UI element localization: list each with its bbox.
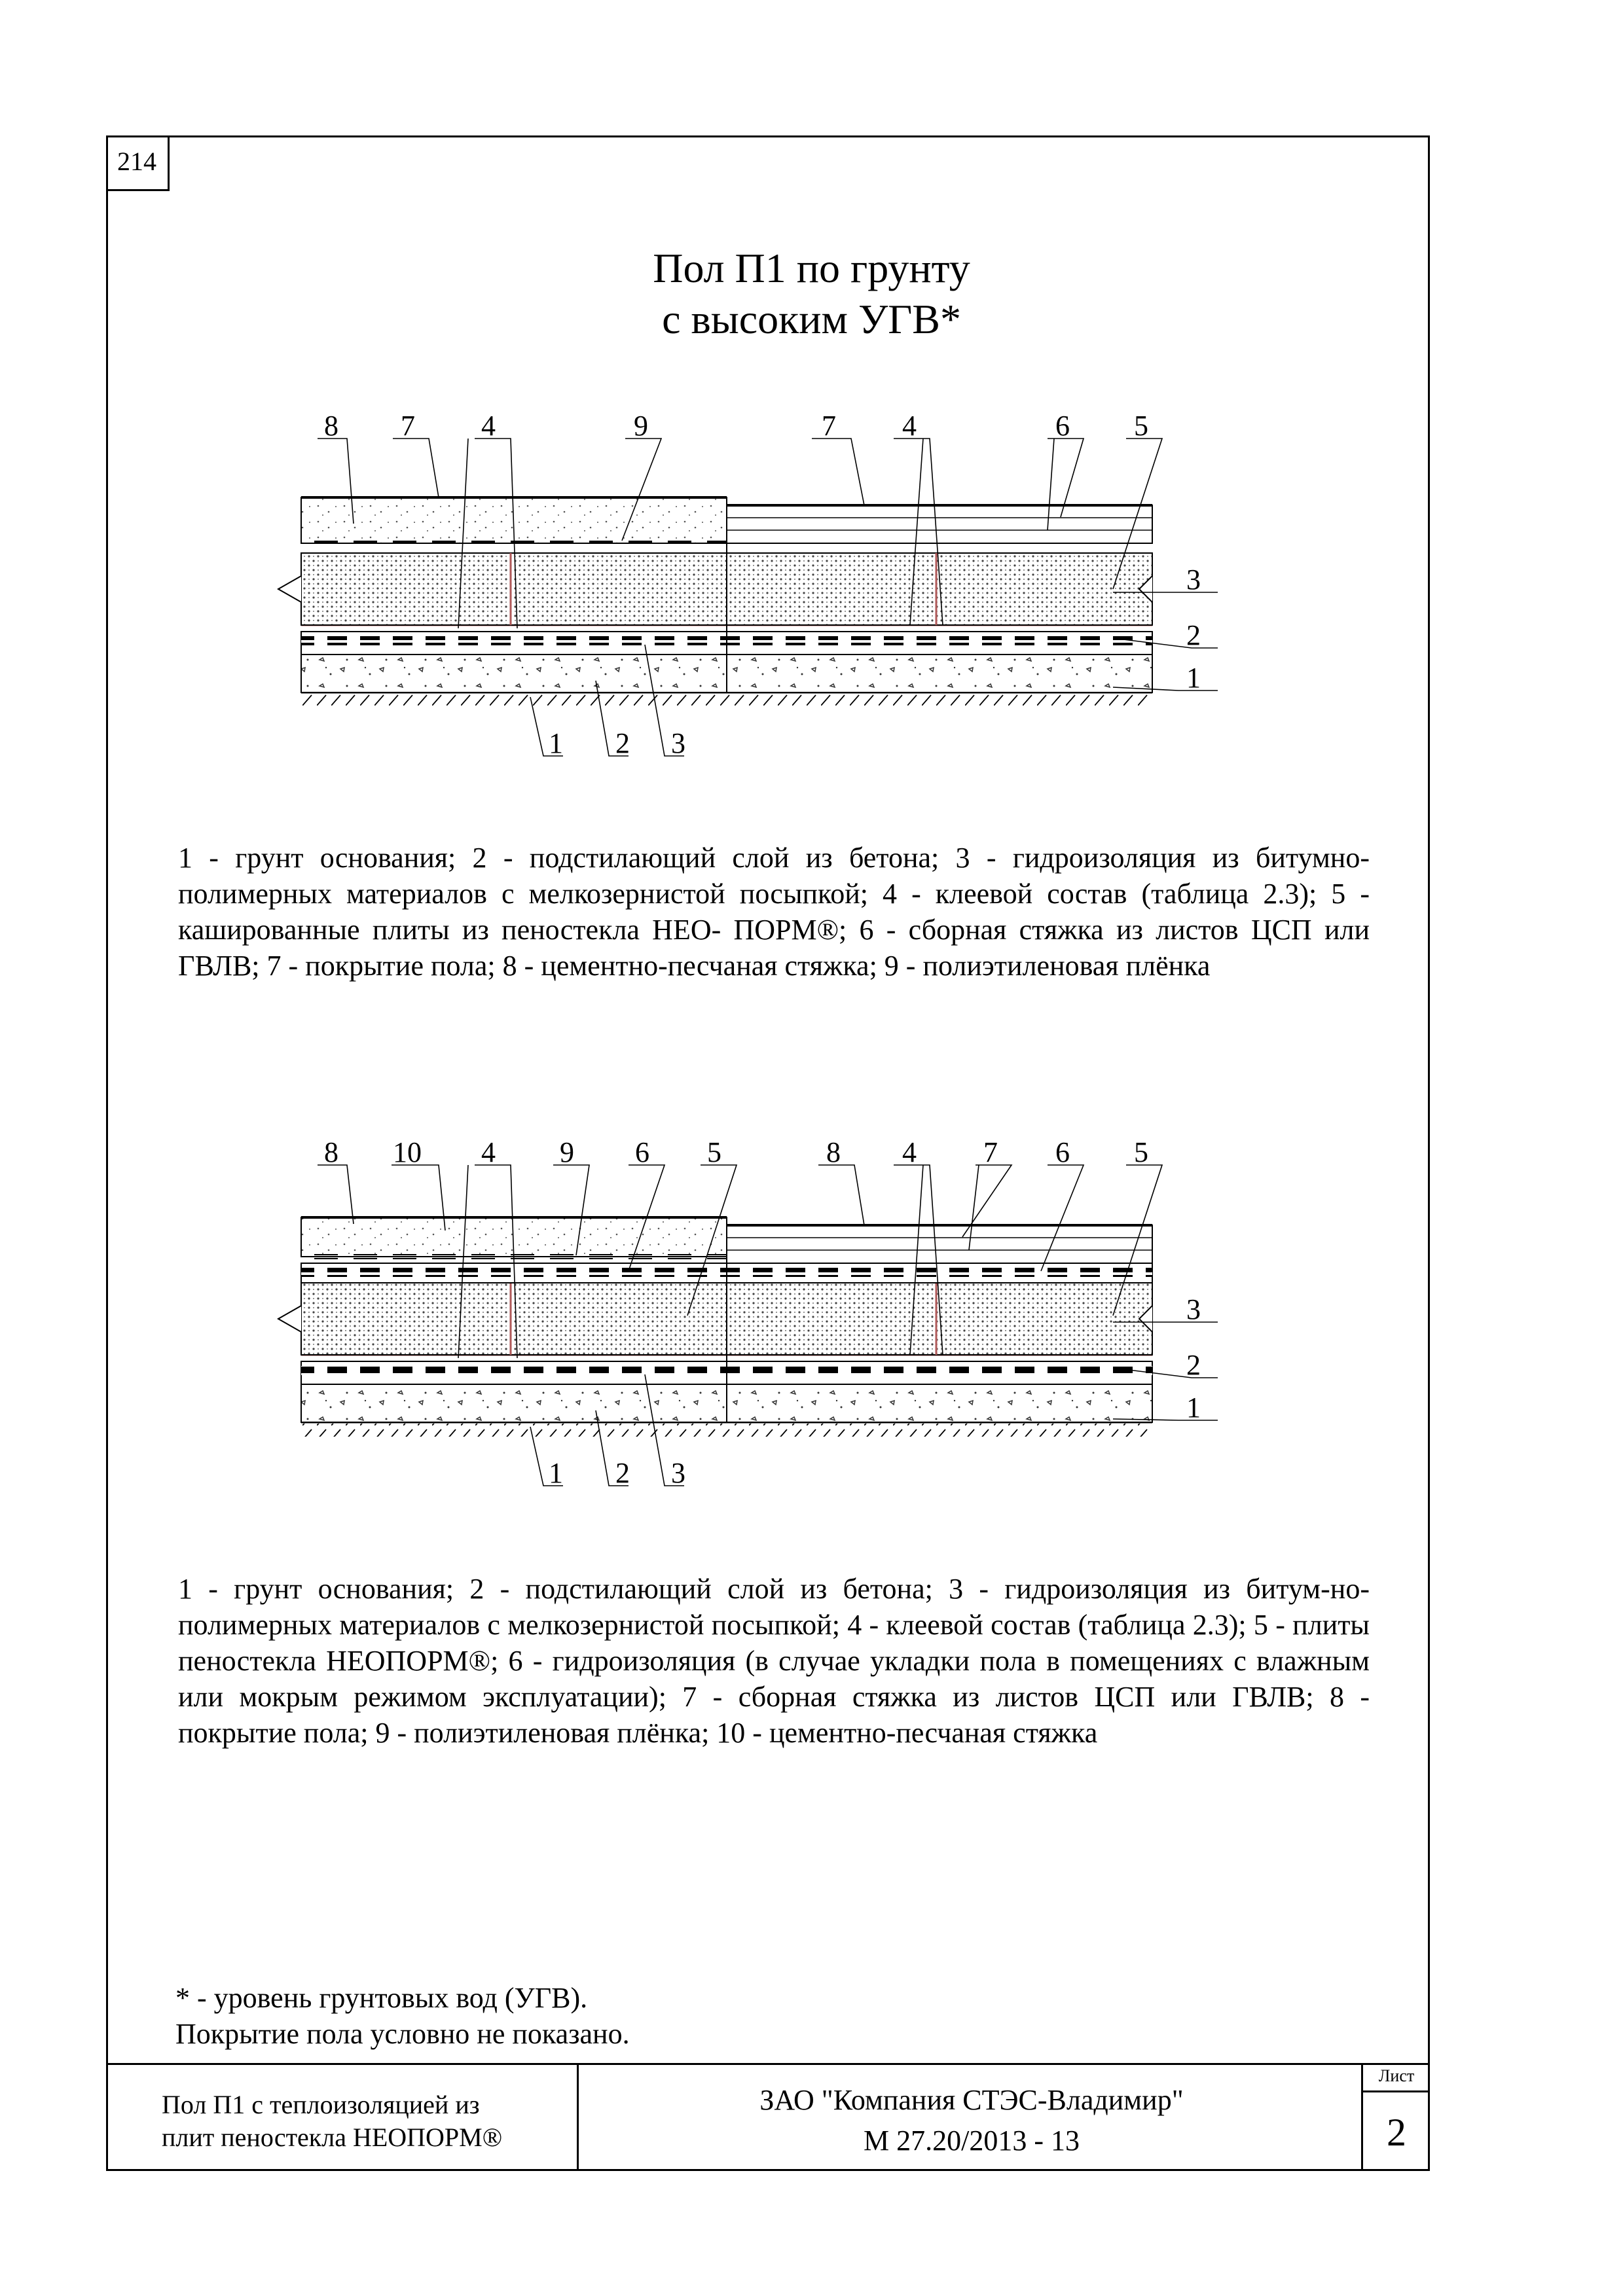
- title-block-drawing-name: Пол П1 с теплоизоляцией из плит пеностекла НЕОПОРМ®: [106, 2065, 579, 2171]
- svg-text:10: 10: [393, 1136, 422, 1168]
- svg-text:1: 1: [549, 727, 563, 759]
- svg-text:2: 2: [1186, 619, 1201, 651]
- title-block-sheet: [1361, 2065, 1430, 2171]
- svg-text:6: 6: [1055, 1136, 1070, 1168]
- fig1-top-labels: [324, 410, 1148, 442]
- page-title-line-1: Пол П1 по грунту: [653, 245, 970, 291]
- fig1-label: 4: [902, 410, 917, 442]
- svg-text:2: 2: [1186, 1349, 1201, 1381]
- svg-text:6: 6: [635, 1136, 649, 1168]
- svg-text:9: 9: [560, 1136, 574, 1168]
- figure-2: [278, 1136, 1218, 1489]
- fig1-label: 6: [1055, 410, 1070, 442]
- svg-text:2: 2: [615, 1457, 630, 1489]
- fig1-label: 4: [481, 410, 496, 442]
- fig2-bottom-labels: [549, 1457, 685, 1489]
- fig1-bottom-labels: [549, 727, 685, 759]
- fig1-label: 8: [324, 410, 338, 442]
- fig2-top-labels: [324, 1136, 1148, 1168]
- fig1-label: 7: [401, 410, 415, 442]
- fig1-board-screed: [727, 505, 1152, 543]
- sheet-label: Лист: [1363, 2066, 1430, 2092]
- title-block-code: М 27.20/2013 - 13: [864, 2125, 1080, 2157]
- svg-text:4: 4: [481, 1136, 496, 1168]
- fig1-label: 9: [634, 410, 648, 442]
- legend-figure-2: 1 - грунт основания; 2 - подстилающий слой из бетона; 3 - гидроизоляция из битум-но-полимерных материалов с мелкозернистой посыпкой; 4 - клеевой состав (таблица 2.3); 5 - плиты пеностекла НЕОПОРМ®; 6 - гидроизоляция (в случае укладки пола в помещениях с влажным или мокрым режимом эксплуатации); 7 - сборная стяжка из листов ЦСП или ГВЛВ; 8 - покрытие пола; 9 - полиэтиленовая плёнка; 10 - цементно-песчаная стяжка: [178, 1573, 1370, 1749]
- figure-1: [278, 410, 1218, 759]
- svg-text:1: 1: [1186, 1391, 1201, 1424]
- legend-figure-1: 1 - грунт основания; 2 - подстилающий слой из бетона; 3 - гидроизоляция из битумно-полимерных материалов с мелкозернистой посыпкой; 4 - клеевой состав (таблица 2.3); 5 - кашированные плиты из пеностекла НЕО- ПОРМ®; 6 - сборная стяжка из листов ЦСП или ГВЛВ; 7 - покрытие пола; 8 - цементно-песчаная стяжка; 9 - полиэтиленовая плёнка: [178, 842, 1370, 982]
- sheet-number: 2: [1387, 2111, 1406, 2154]
- svg-text:5: 5: [707, 1136, 721, 1168]
- title-block: [106, 2063, 1430, 2171]
- note-ugv: * - уровень грунтовых вод (УГВ).: [175, 1982, 588, 2014]
- svg-text:1: 1: [549, 1457, 563, 1489]
- fig1-ground-hatch: [301, 694, 1152, 707]
- svg-text:2: 2: [615, 727, 630, 759]
- svg-text:3: 3: [1186, 1293, 1201, 1325]
- svg-text:8: 8: [826, 1136, 841, 1168]
- fig1-right-labels: [1186, 564, 1201, 694]
- fig2-board-screed: [727, 1225, 1152, 1263]
- fig2-right-labels: [1186, 1293, 1201, 1424]
- page-number: 214: [106, 135, 170, 191]
- svg-text:4: 4: [902, 1136, 917, 1168]
- svg-text:1: 1: [1186, 662, 1201, 694]
- page-title-line-2: с высоким УГВ*: [662, 296, 961, 342]
- title-block-company: ЗАО "Компания СТЭС-Владимир": [759, 2084, 1184, 2116]
- svg-text:3: 3: [671, 1457, 685, 1489]
- svg-text:5: 5: [1134, 1136, 1148, 1168]
- svg-text:3: 3: [1186, 564, 1201, 596]
- fig1-label: 5: [1134, 410, 1148, 442]
- svg-text:7: 7: [983, 1136, 998, 1168]
- fig1-label: 7: [822, 410, 836, 442]
- svg-text:8: 8: [324, 1136, 338, 1168]
- svg-text:3: 3: [671, 727, 685, 759]
- note-floor-covering: Покрытие пола условно не показано.: [175, 2018, 630, 2050]
